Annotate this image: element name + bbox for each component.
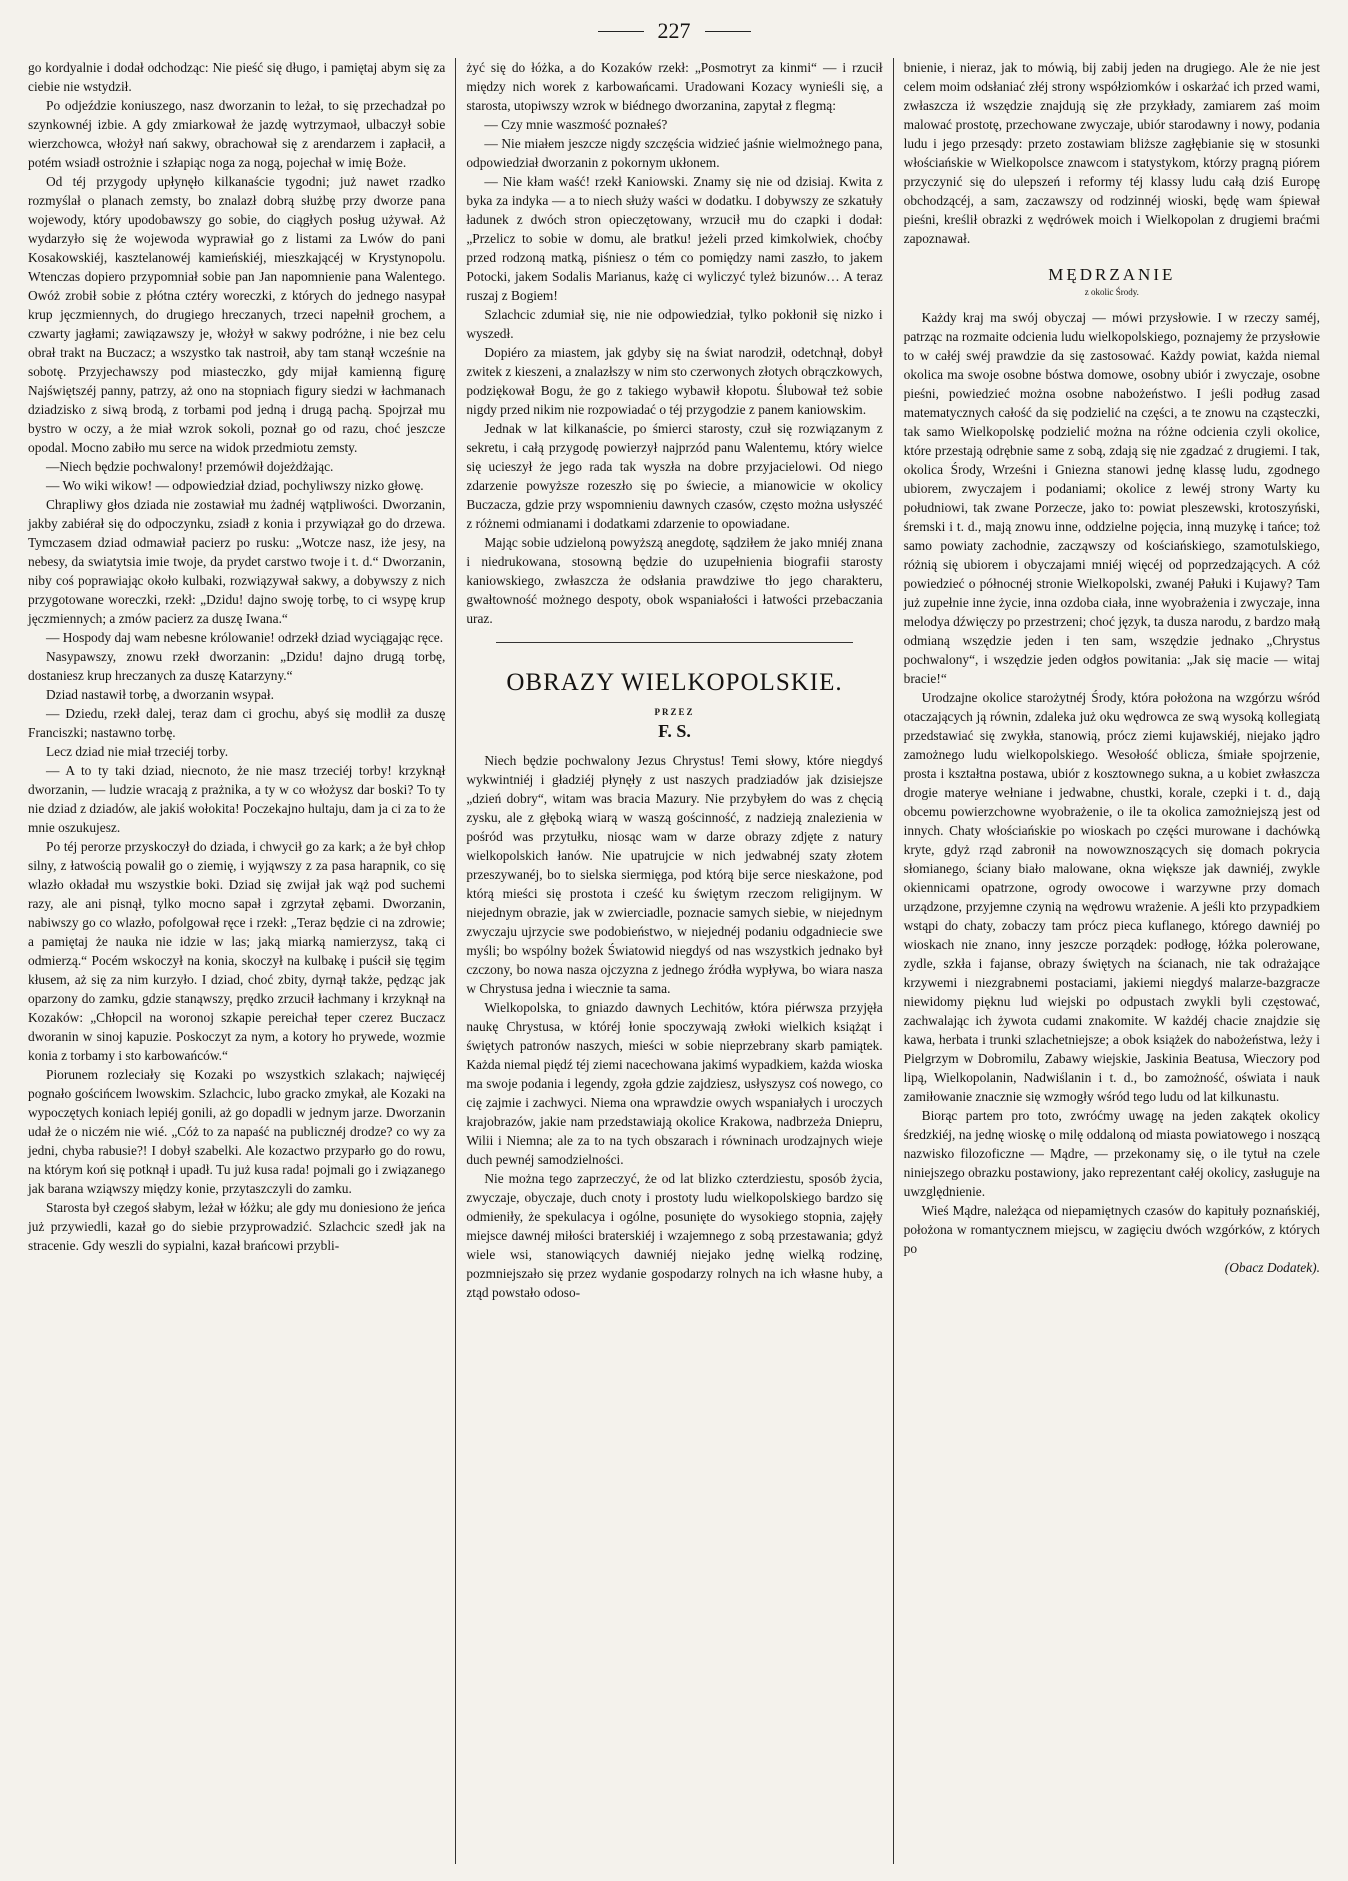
paragraph: — Czy mnie waszmość poznałeś? — [484, 117, 668, 132]
paragraph: go kordyalnie i dodał odchodząc: Nie pieść się długo, i pamiętaj abym się za ciebie nie wstydził. — [28, 60, 446, 94]
section-title-block — [904, 264, 1320, 298]
paragraph: Starosta był czegoś słabym, leżał w łóżku; ale gdy mu doniesiono że jeńca już przywiedli, kazał go do siebie przyprowadzić. Szlachcic szedł jak na stracenie. Gdy weszli do sypialni, kazał brańcowi przybli- — [28, 1200, 446, 1253]
article-title: OBRAZY WIELKOPOLSKIE. — [506, 669, 843, 696]
paragraph: Chrapliwy głos dziada nie zostawiał mu żadnéj wątpliwości. Dworzanin, jakby zabiérał się do odpoczynku, zsiadł z konia i przywiązał go do drzewa. Tymczasem dziad odmawiał pacierz po rusku: „Wotcze nasz, iże jesy, na nebesy, da swiatytsia imie twoje, da prydet carstwo twoje i t. d.“ Dworzanin, niby coś poprawiając około kulbaki, rozwiązywał sakwy, a dobywszy z nich przygotowane woreczki, rzekł: „Dzidu! dajno swoję torbę, to ci wsypę krup jęczmiennych; a zmów pacierz za duszę Iwana.“ — [28, 497, 446, 626]
page-header — [0, 14, 1348, 48]
paragraph: Po odjeździe koniuszego, nasz dworzanin to leżał, to się przechadzał po szynkownéj izbie. A gdy zmiarkował że jazdę wytrzymaoł, ulbaczył sobie wierzchowca, włożył nań sakwy, obrachował się z arendarzem i zapłacił, a potém wsiadł ostrożnie i szłapiąc noga za nogą, pojechał w imię Boże. — [28, 98, 446, 170]
text-columns — [18, 58, 1330, 1864]
header-rule-right — [705, 31, 751, 32]
paragraph: — A to ty taki dziad, niecnoto, że nie masz trzeciéj torby! krzyknął dworzanin, — ludzie wracają z prażnika, a ty w co włożysz dar boski? To ty nie dziad z dziadów, ale jakiś wołokita! Poczekajno hultaju, dam ja ci za to że mnie oszukujesz. — [28, 763, 446, 835]
continuation-note: (Obacz Dodatek). — [1224, 1260, 1320, 1275]
paragraph: Nie można tego zaprzeczyć, że od lat blizko czterdziestu, sposób życia, zwyczaje, obyczaje, duch cnoty i prostoty ludu wielkopolskiego bardzo się odmieniły, że spekulacya i ogólne, posunięte do wysokiego stopnia, zajęły miejsce dawnéj miłości braterskiéj i wzajemnego z sobą przestawania; gdyż wiele wsi, stanowiących dawniéj niejako jednę wielką rodzinę, pozmniejszało się przez wydanie gospodarzy rolnych na ich własne huby, a ztąd powstało odoso- — [466, 1171, 883, 1300]
paragraph: Mając sobie udzieloną powyższą anegdotę, sądziłem że jako mniéj znana i niedrukowana, stosowną będzie do uzupełnienia biografii starosty kaniowskiego, zwłaszcza że odsłania prawdziwe tło jego charakteru, gwałtowność możnego despoty, obok wspaniałości i łatwości przebaczania uraz. — [466, 535, 883, 626]
paragraph: Dopiéro za miastem, jak gdyby się na świat narodził, odetchnął, dobył zwitek z kieszeni, a znalazłszy w nim sto czerwonych złotych obrączkowych, podziękował Bogu, że go z takiego wybawił kłopotu. Ślubował też sobie nigdy przed nikim nie rozpowiadać o téj przygodzie z panem kaniowskim. — [466, 345, 883, 417]
paragraph: Niech będzie pochwalony Jezus Chrystus! Temi słowy, które niegdyś wykwintniéj i gładziéj płynęły z ust naszych pradziadów jak dzisiejsze „dzień dobry“, witam was bracia Mazury. Nie przybyłem do was z chęcią zysku, ale z głęboką wiarą w waszą gościnność, z nadzieją znalezienia w pośród was przytułku, niosąc wam w darze obrazy zdjęte z natury wielkopolskich łanów. Nie upatrujcie w nich jedwabnéj szaty złotem przeszywanéj, bo to sielska siermięga, pod którą bije serce nieskażone, pod którą mieści się prostota i cześć ku świętym rzeczom religijnym. W niejednym obrazie, jak w zwierciadle, poznacie samych siebie, w niejednym zwyczaju ujrzycie swe podobieństwo, w niejednéj podaniu odgadniecie swe myśli; bo wspólny bożek Światowid niegdyś od nas wszystkich jednako był czczony, bo nowa nasza ojczyzna z jednego źródła wypływa, bo wiara nasza w Chrystusa jedna i wiecznie ta sama. — [466, 753, 883, 996]
paragraph: Biorąc partem pro toto, zwróćmy uwagę na jeden zakątek okolicy średzkiéj, na jednę wioskę o milę oddaloną od miasta powiatowego i noszącą nazwisko filozoficzne — Mądre, — przekonamy się, o ile tytuł na czele niniejszego obrazku postawiony, jako reprezentant całéj okolicy, zasługuje na uwzględnienie. — [903, 1108, 1320, 1199]
paragraph: Każdy kraj ma swój obyczaj — mówi przysłowie. I w rzeczy saméj, patrząc na rozmaite odcienia ludu wielkopolskiego, poznajemy że przysłowie to w całéj swéj prawdzie da się zastosować. Każdy powiat, każda niemal okolica ma swoje osobne bóstwa domowe, osobny ubiór i zwyczaje, osobne pieśni, powiedzieć można osobne nabożeństwo. I jeśli podług zasad matematycznych całość da się podzielić na części, a te znowu na cząsteczki, tak samo Wielkopolskę podzielić można na różne odcienia czyli okolice, które przestają odrębnie same z sobą, zdają się nie zgadzać z drugiemi. I tak, okolica Środy, Wrześni i Gniezna stanowi jednę klassę ludu, zgodnego ubiorem, zwyczajem i podaniami; okolice z lewéj strony Warty ku południowi, tak zwane Porzecze, jako to: powiat pleszewski, krotoszyński, śremski i t. d., mają znowu inne, oddzielne pojęcia, inną muzykę i tańce; toż samo powiaty zachodnie, zacząwszy od kościańskiego, szamotulskiego, różnią się ubiorem i obyczajami mniéj więcéj od poprzedzających. A cóż powiedzieć o północnéj stronie Wielkopolski, zwanéj Pałuki i Kujawy? Tam już zupełnie inne życie, inna ozdoba ciała, inne wyobrażenia i zwyczaje, inna melodya dźwięczy po przestrzeni; choć język, ta dusza narodu, z bardzo małą odmianą wszędzie jeden i ten sam, wszędzie jednako „Chrystus pochwalony“, i wszędzie jeden odgłos powitania: „Jak się macie — witaj bracie!“ — [903, 310, 1320, 686]
paragraph: Szlachcic zdumiał się, nie nie odpowiedział, tylko pokłonił się nizko i wyszedł. — [466, 307, 883, 341]
paragraph: Lecz dziad nie miał trzeciéj torby. — [46, 744, 229, 759]
section-subtitle: z okolic Środy. — [1084, 287, 1139, 297]
paragraph: Dziad nastawił torbę, a dworzanin wsypał. — [46, 687, 274, 702]
paragraph: — Nie miałem jeszcze nigdy szczęścia widzieć jaśnie wielmożnego pana, odpowiedział dworzanin z pokornym ukłonem. — [466, 136, 883, 170]
paragraph: —Niech będzie pochwalony! przemówił dojeżdżając. — [46, 459, 334, 474]
paragraph: żyć się do łóżka, a do Kozaków rzekł: „Posmotryt za kinmi“ — i rzucił między nich worek z karbowańcami. Uradowani Kozacy wynieśli się, a starosta, utopiwszy wzrok w biédnego dworzanina, zapytał z flegmą: — [466, 60, 883, 113]
column-1 — [18, 58, 455, 1864]
story-end-rule — [496, 642, 852, 643]
section-body — [904, 308, 1320, 1258]
paragraph: — Nie kłam waść! rzekł Kaniowski. Znamy się nie od dzisiaj. Kwita z byka za indyka — a to niech służy waści w dodatku. I dobywszy ze szkatuły ładunek z dwóch stron opieczętowany, wrzucił mu do czapki i dodał: „Przelicz to sobie w domu, ale bratku! jeżeli przed kimkolwiek, choćby przed rodzoną matką, piśniesz o tém co pomiędzy nami zaszło, to jakem Potocki, jakem Sodalis Marianus, każę ci wyliczyć tyleż bizunów… A teraz ruszaj z Bogiem! — [466, 174, 883, 303]
paragraph: bnienie, i nieraz, jak to mówią, bij zabij jeden na drugiego. Ale że nie jest celem moim odsłaniać złéj strony współziomków i oskarżać ich przed wami, zwłaszcza iż wszędzie znajdują się złe przykłady, zamiarem zaś moim malować prostotę, przechowane zwyczaje, ubiór starodawny i nowy, podania ludu i jego przesądy: przeto zostawiam bliższe zagłębianie się w stosunki włościańskie w Wielkopolsce znawcom i statystykom, którzy pragną piórem przyczynić się do ulepszeń i reformy téj klassy ludu całą dziś Europę obchodzącéj, a sam, zaczawszy od rodzinnéj wioski, będę wam śpiewał pieśni, kreślił obrazki z wędrówek moich i Wielkopolan z drugiemi braćmi zapoznawał. — [903, 60, 1320, 246]
article-by: PRZEZ — [654, 707, 695, 717]
paragraph: Piorunem rozleciały się Kozaki po wszystkich szlakach; najwięcéj pognało gościńcem lwowskim. Szlachcic, lubo gracko zmykał, ale Kozaki na wypoczętych koniach lepiéj gonili, aż go dopadli w jednym jarze. Dworzanin udał że o niczém nie wié. „Cóż to za napaść na publicznéj drodze? co wy za jedni, chyba rabusie?! I dobył szabelki. Ale kozactwo przyparło go do rowu, na którym koń się potknął i upadł. Tu już kusa rada! pojmali go i związanego jak barana wziąwszy między konie, przytaszczyli do zamku. — [28, 1067, 446, 1196]
paragraph: Od téj przygody upłynęło kilkanaście tygodni; już nawet rzadko rozmyślał o planach zemsty, bo znalazł dobrą służbę przy dworze pana wojewody, który upodobawszy go sobie, do ciągłych posług używał. Aż wydarzyło się że wojewoda wyprawiał go z listami za Lwów do pani Kosakowskiéj, kasztelanowéj kamieńskiéj, mieszkającéj w Krystynopolu. Wtenczas dopiero przypomniał sobie pan Jan napomnienie pana Walentego. Owóż zrobił sobie z płótna cztéry woreczki, z których do jednego nasypał krup jęczmiennych, do drugiego hreczanych, trzeci napełnił grochem, a czwarty jagłami; zawiązawszy je, włożył w sakwy podróżne, i nie bez celu obrał trakt na Buczacz; a wszystko tak nastroił, aby tam stanął wcześnie na sobotę. Przyjechawszy pod miasteczko, gdy mijał kamienną figurę Najświętszéj panny, patrzy, aż ono na stopniach figury siedzi w łachmanach dziadzisko z siwą brodą, z torbami pod jedną i drugą pachą. Spojrzał mu bystro w oczy, a że miał wzrok sokoli, poznał go od razu, choć jeszcze opodal. Mocno zabiło mu serce na widok przedmiotu zemsty. — [28, 174, 446, 455]
paragraph: Urodzajne okolice starożytnéj Środy, która położona na wzgórzu wśród otaczających ją równin, zdaleka już oku wędrowca ze swą wysoką kollegiatą przedstawiać się zwykła, stanowią, prócz ziemi kujawskiéj, niejako jądro zamożnego ludu wielkopolskiego. Wesołość oblicza, śmiałe spojrzenie, prosta i kształtna postawa, ubiór z kosztownego sukna, a u kobiet zwłaszcza drogie materye wełniane i jedwabne, chustki, korale, czepki i t. d., dają obcemu powierzchowne wyobrażenie, o ile ta okolica zamożniejszą jest od innych. Chaty włościańskie po wioskach po części murowane i dachówką kryte, gdyż rząd zabronił na nowowznoszących się domach pokrycia słomianego, ściany biało malowane, okna większe jak dawniéj, zwykle okiennicami opatrzone, ogrody owocowe i warzywne przy domach urządzone, przyjemne czynią na wędrowu wrażenie. A jeśli kto przypadkiem wstąpi do chaty, zobaczy tam prócz pieca kuflanego, którego dawniéj po wioskach nie znano, inny jeszcze porządek: podłogę, łóżka polerowane, zydle, szkła i fajanse, obrazy świętych na ścianach, nie tak odrażające krzywemi i niezgrabnemi postaciami, jakiemi niegdyś malarze-bazgracze niewidomy pięknu lud wiejski po odpustach zwykli byli częstować, zachwalając ich żywota cudami znakomite. W każdéj chacie znajdzie się kawa, herbata i trunki szlachetniejsze; a obok książek do nabożeństwa, leży i Pielgrzym w Dobromilu, Zabawy wiejskie, Jaskinia Beatusa, Wieczory pod lipą, Wielkopolanin, Nadwiślanin i t. d., bo zamożność, oświata i nauk zamiłowanie znacznie się wzmogły wśród tego ludu od lat kilkunastu. — [903, 690, 1320, 1104]
paragraph: — Dziedu, rzekł dalej, teraz dam ci grochu, abyś się modlił za duszę Franciszki; nastawno torbę. — [28, 706, 446, 740]
column-2 — [455, 58, 892, 1864]
paragraph: — Wo wiki wikow! — odpowiedział dziad, pochyliwszy nizko głowę. — [46, 478, 424, 493]
paragraph: Po téj perorze przyskoczył do dziada, i chwycił go za kark; a że był chłop silny, z łatwością powalił go o ziemię, i wyjąwszy z za pasa harapnik, co się wlazło okładał mu wszystkie boki. Dziad się zwijał jak wąż pod suchemi razy, ale ani pisnął, tylko mocno sapał i zgrzytał zębami. Dworzanin, nabiwszy go co wlazło, pofolgował ręce i rzekł: „Teraz będzie ci na zdrowie; a pamiętaj że nauka nie idzie w las; jaką miarką namierzysz, taką ci odmierzą.“ Pocém wskoczył na konia, skoczył na kulbakę i puścił się tęgim kłusem, aż się za nim kurzyło. I dziad, choć zbity, dyrnął także, pędząc jak oparzony do zamku, gdzie stanąwszy, prędko zrzucił łachmany i krzyknął na Kozaków: „Chłopcil na woronoj szkapie pereichał teper czerez Buczacz dworanin w sinoj kapuzie. Poskoczyt za nym, a kotory ho prywede, wozmie konia z torbamy i sto karbowańców.“ — [28, 839, 446, 1063]
section-title: MĘDRZANIE — [1048, 265, 1176, 284]
paragraph: Nasypawszy, znowu rzekł dworzanin: „Dzidu! dajno drugą torbę, dostaniesz krup hreczanych za duszę Katarzyny.“ — [28, 649, 446, 683]
header-rule-left — [598, 31, 644, 32]
paragraph: Wieś Mądre, należąca od niepamiętnych czasów do kapituły poznańskiéj, położona w romantycznem miejscu, w zagięciu dwóch wzgórków, z których po — [903, 1203, 1320, 1256]
article-author: F. S. — [658, 721, 691, 741]
paragraph: Jednak w lat kilkanaście, po śmierci starosty, czuł się rozwiązanym z sekretu, i całą przygodę powierzył najprzód panu Walentemu, który wielce się ucieszył że jego rada tak wyszła na dobre przyjacielowi. Od niego zdarzenie powyższe rozeszło się po świecie, a mianowicie w okolicy Buczacza, gdzie przy wspomnieniu dawnych czasów, często można usłyszéć z różnemi odmianami i dodatkami zdarzenie to opowiadane. — [466, 421, 883, 531]
article-body — [466, 751, 882, 1302]
column-3 — [893, 58, 1330, 1864]
article-title-block — [466, 667, 882, 743]
article-body-continued — [904, 58, 1320, 248]
story-continuation — [466, 58, 882, 628]
paragraph: Wielkopolska, to gniazdo dawnych Lechitów, która piérwsza przyjęła naukę Chrystusa, w któréj łonie spoczywają zwłoki wielkich książąt i świętych patronów naszych, mieści w sobie nieprzebrany skarb pamiątek. Każda niemal piędź téj ziemi nacechowana jakimś wypadkiem, każda wioska ma swoje podania i legendy, zgoła gdzie zajdziesz, usłyszysz coś nowego, co cię zajmie i zachwyci. Niema ona wprawdzie owych wspaniałych i uroczych krajobrazów, jakie nam przedstawiają okolice Krakowa, nadbrzeża Dniepru, Wilii i Niemna; ale za to na tych obszarach i równinach urodzajnych wieje duch pewnéj samodzielności. — [466, 1000, 883, 1167]
page-number: 227 — [657, 18, 691, 43]
paragraph: — Hospody daj wam nebesne królowanie! odrzekł dziad wyciągając ręce. — [46, 630, 444, 645]
